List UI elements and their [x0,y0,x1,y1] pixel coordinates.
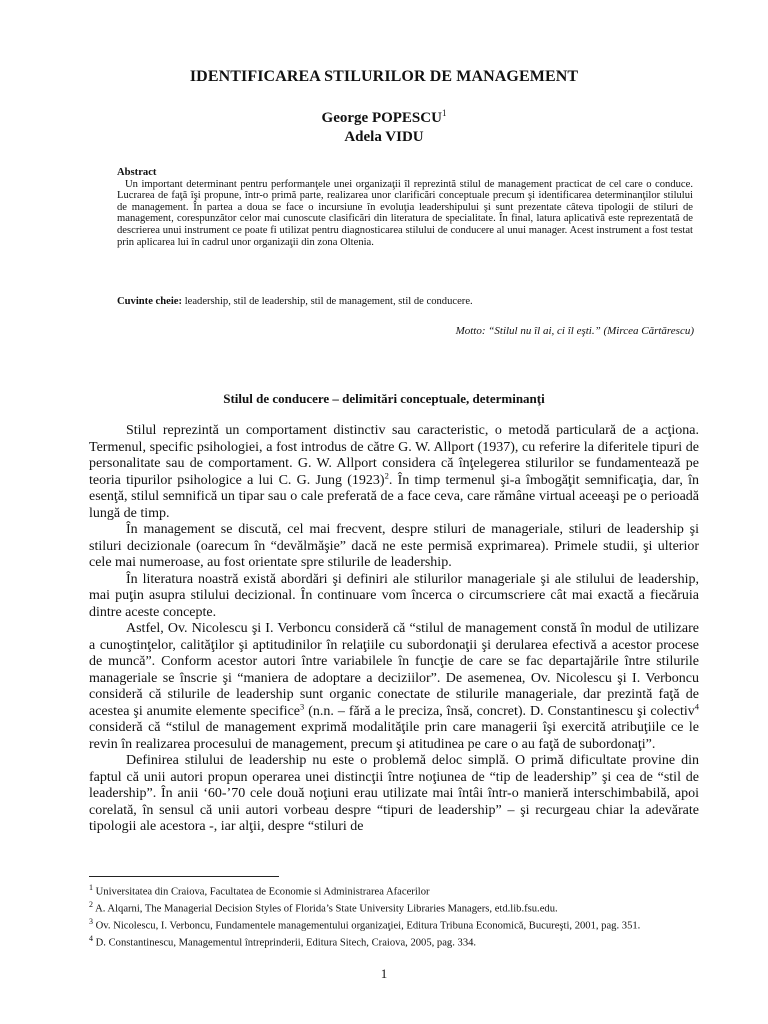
footnote-divider [89,876,279,877]
footnote-mark: 2 [89,900,93,910]
author-2 [0,129,768,146]
author-name: Adela VIDU [344,129,424,145]
footnote-text: Ov. Nicolescu, I. Verboncu, Fundamentele managementului organizaţiei, Editura Tribuna Economică, Bucureşti, 2001, pag. 351. [93,920,641,932]
footnote-text: A. Alqarni, The Managerial Decision Styles of Florida’s State University Libraries Managers, etd.lib.fsu.edu. [93,903,558,915]
abstract-text: Un important determinant pentru performanţele unei organizaţii îl reprezintă stilul de management practicat de cel care o conduce. Lucrarea de faţă îşi propune, într-o primă parte, realizarea unor clarificări conceptuale precum şi identificarea determinanţilor stilului de management. În partea a doua se face o incursiune în evoluţia leadershipului şi sunt prezentate câteva tipologii de stiluri de management, corespunzător celor mai cunoscute clasificări din literatura de specialitate. În final, latura aplicativă este reprezentată de descrierea unui instrument ce poate fi utilizat pentru diagnosticarea stilului de conducere al unui manager. Acest instrument a fost testat prin aplicarea lui în cadrul unor organizaţii din zona Oltenia. [117,178,693,248]
paragraph: În literatura noastră există abordări şi definiri ale stilurilor manageriale şi ale stilului de leadership, mai puţin asupra stilului decizional. În continuare vom încerca o circumscriere cât mai exactă a fiecăruia dintre aceste concepte. [89,571,699,620]
section-heading: Stilul de conducere – delimitări conceptuale, determinanţi [223,391,545,406]
paragraph-text: consideră că “stilul de management exprimă modalităţile prin care managerii îşi exercită atribuţiile ce le revin în realizarea procesului de management, precum şi atitudinea pe care o au faţă de subordonaţi”. [89,720,699,752]
author-1 [0,110,768,127]
keywords-text: leadership, stil de leadership, stil de management, stil de conducere. [184,296,473,307]
footnote [89,916,699,933]
footnote [89,899,699,916]
footnote [89,882,699,899]
page-number: 1 [380,966,388,981]
keywords [117,296,693,307]
paragraph [89,423,699,522]
paragraph-text: Astfel, Ov. Nicolescu şi I. Verboncu consideră că “stilul de management constă în modul de utilizare a cunoştinţelor, calităţilor şi aptitudinilor în relaţiile cu subordonaţii şi derularea efectivă a acestor procese de muncă”. Conform acestor autori între variabilele în funcţie de care se fac departajările între stilurile manageriale se înscrie şi “maniera de adoptare a deciziilor”. De asemenea, Ov. Nicolescu şi I. Verboncu consideră că stilurile de leadership sunt organic conectate de stilurile manageriale, dar prezintă faţă de acestea şi anumite elemente specifice [89,621,699,719]
footnotes [89,882,699,951]
paragraph [89,621,699,753]
motto: Motto: “Stilul nu îl ai, ci îl eşti.” (Mircea Cărtărescu) [455,325,694,337]
abstract [117,167,693,248]
keywords-label: Cuvinte cheie: [117,296,183,307]
author-footnote-mark: 1 [441,108,447,118]
paper-title: IDENTIFICAREA STILURILOR DE MANAGEMENT [189,68,579,85]
paragraph-text: . În timp termenul şi-a îmbogăţit semnificaţia, dar, în esenţă, stilul semnifică un tipar sau o cale preferată de a face ceva, care rămâne virtual aceeaşi pe o perioadă lungă de timp. [89,472,699,521]
footnote-ref: 3 [300,700,305,711]
footnote-mark: 4 [89,934,93,944]
paragraph: În management se discută, cel mai frecvent, despre stiluri de manageriale, stiluri de leadership şi stiluri decizionale (oarecum în “devălmăşie” dacă ne este permisă exprimarea). Primele studii, şi ulterior cele mai numeroase, au fost orientate spre stilurile de leadership. [89,522,699,570]
footnote-ref: 2 [384,469,389,480]
footnote-mark: 3 [89,917,93,927]
footnote-text: Universitatea din Craiova, Facultatea de Economie si Administrarea Afacerilor [93,886,430,898]
footnote-text: D. Constantinescu, Managementul întreprinderii, Editura Sitech, Craiova, 2005, pag. 334. [93,937,477,949]
abstract-heading: Abstract [117,167,157,178]
footnote-mark: 1 [89,883,93,892]
paragraph-text: Stilul reprezintă un comportament distinctiv sau caracteristic, o metodă particulară de a acţiona. Termenul, specific psihologiei, a fost introdus de către G. W. Allport (1937), cu referire la diferitele tipuri de personalitate sau de comportament. G. W. Allport considera că înţelegerea stilurilor se fundamentează pe teoria tipurilor psihologice a lui C. G. Jung (1923) [89,423,699,488]
paragraph: Definirea stilului de leadership nu este o problemă deloc simplă. O primă dificultate provine din faptul că unii autori propun operarea unei distincţii între noţiunea de “tip de leadership” şi cea de “stil de leadership”. În anii ‘60-’70 cele două noţiuni erau utilizate mai întâi într-o manieră interschimbabilă, apoi corelată, în sensul că unii autori vorbeau despre “tipuri de leadership” – şi recurgeau chiar la adevărate tipologii ale acestora -, iar alţii, despre “stiluri de [89,753,699,834]
footnote [89,933,699,950]
footnote-ref: 4 [694,700,699,711]
author-name: George POPESCU [321,110,442,126]
body-text [89,423,699,836]
paragraph-text: (n.n. – fără a le preciza, însă, concret). D. Constantinescu şi colectiv [304,703,695,719]
